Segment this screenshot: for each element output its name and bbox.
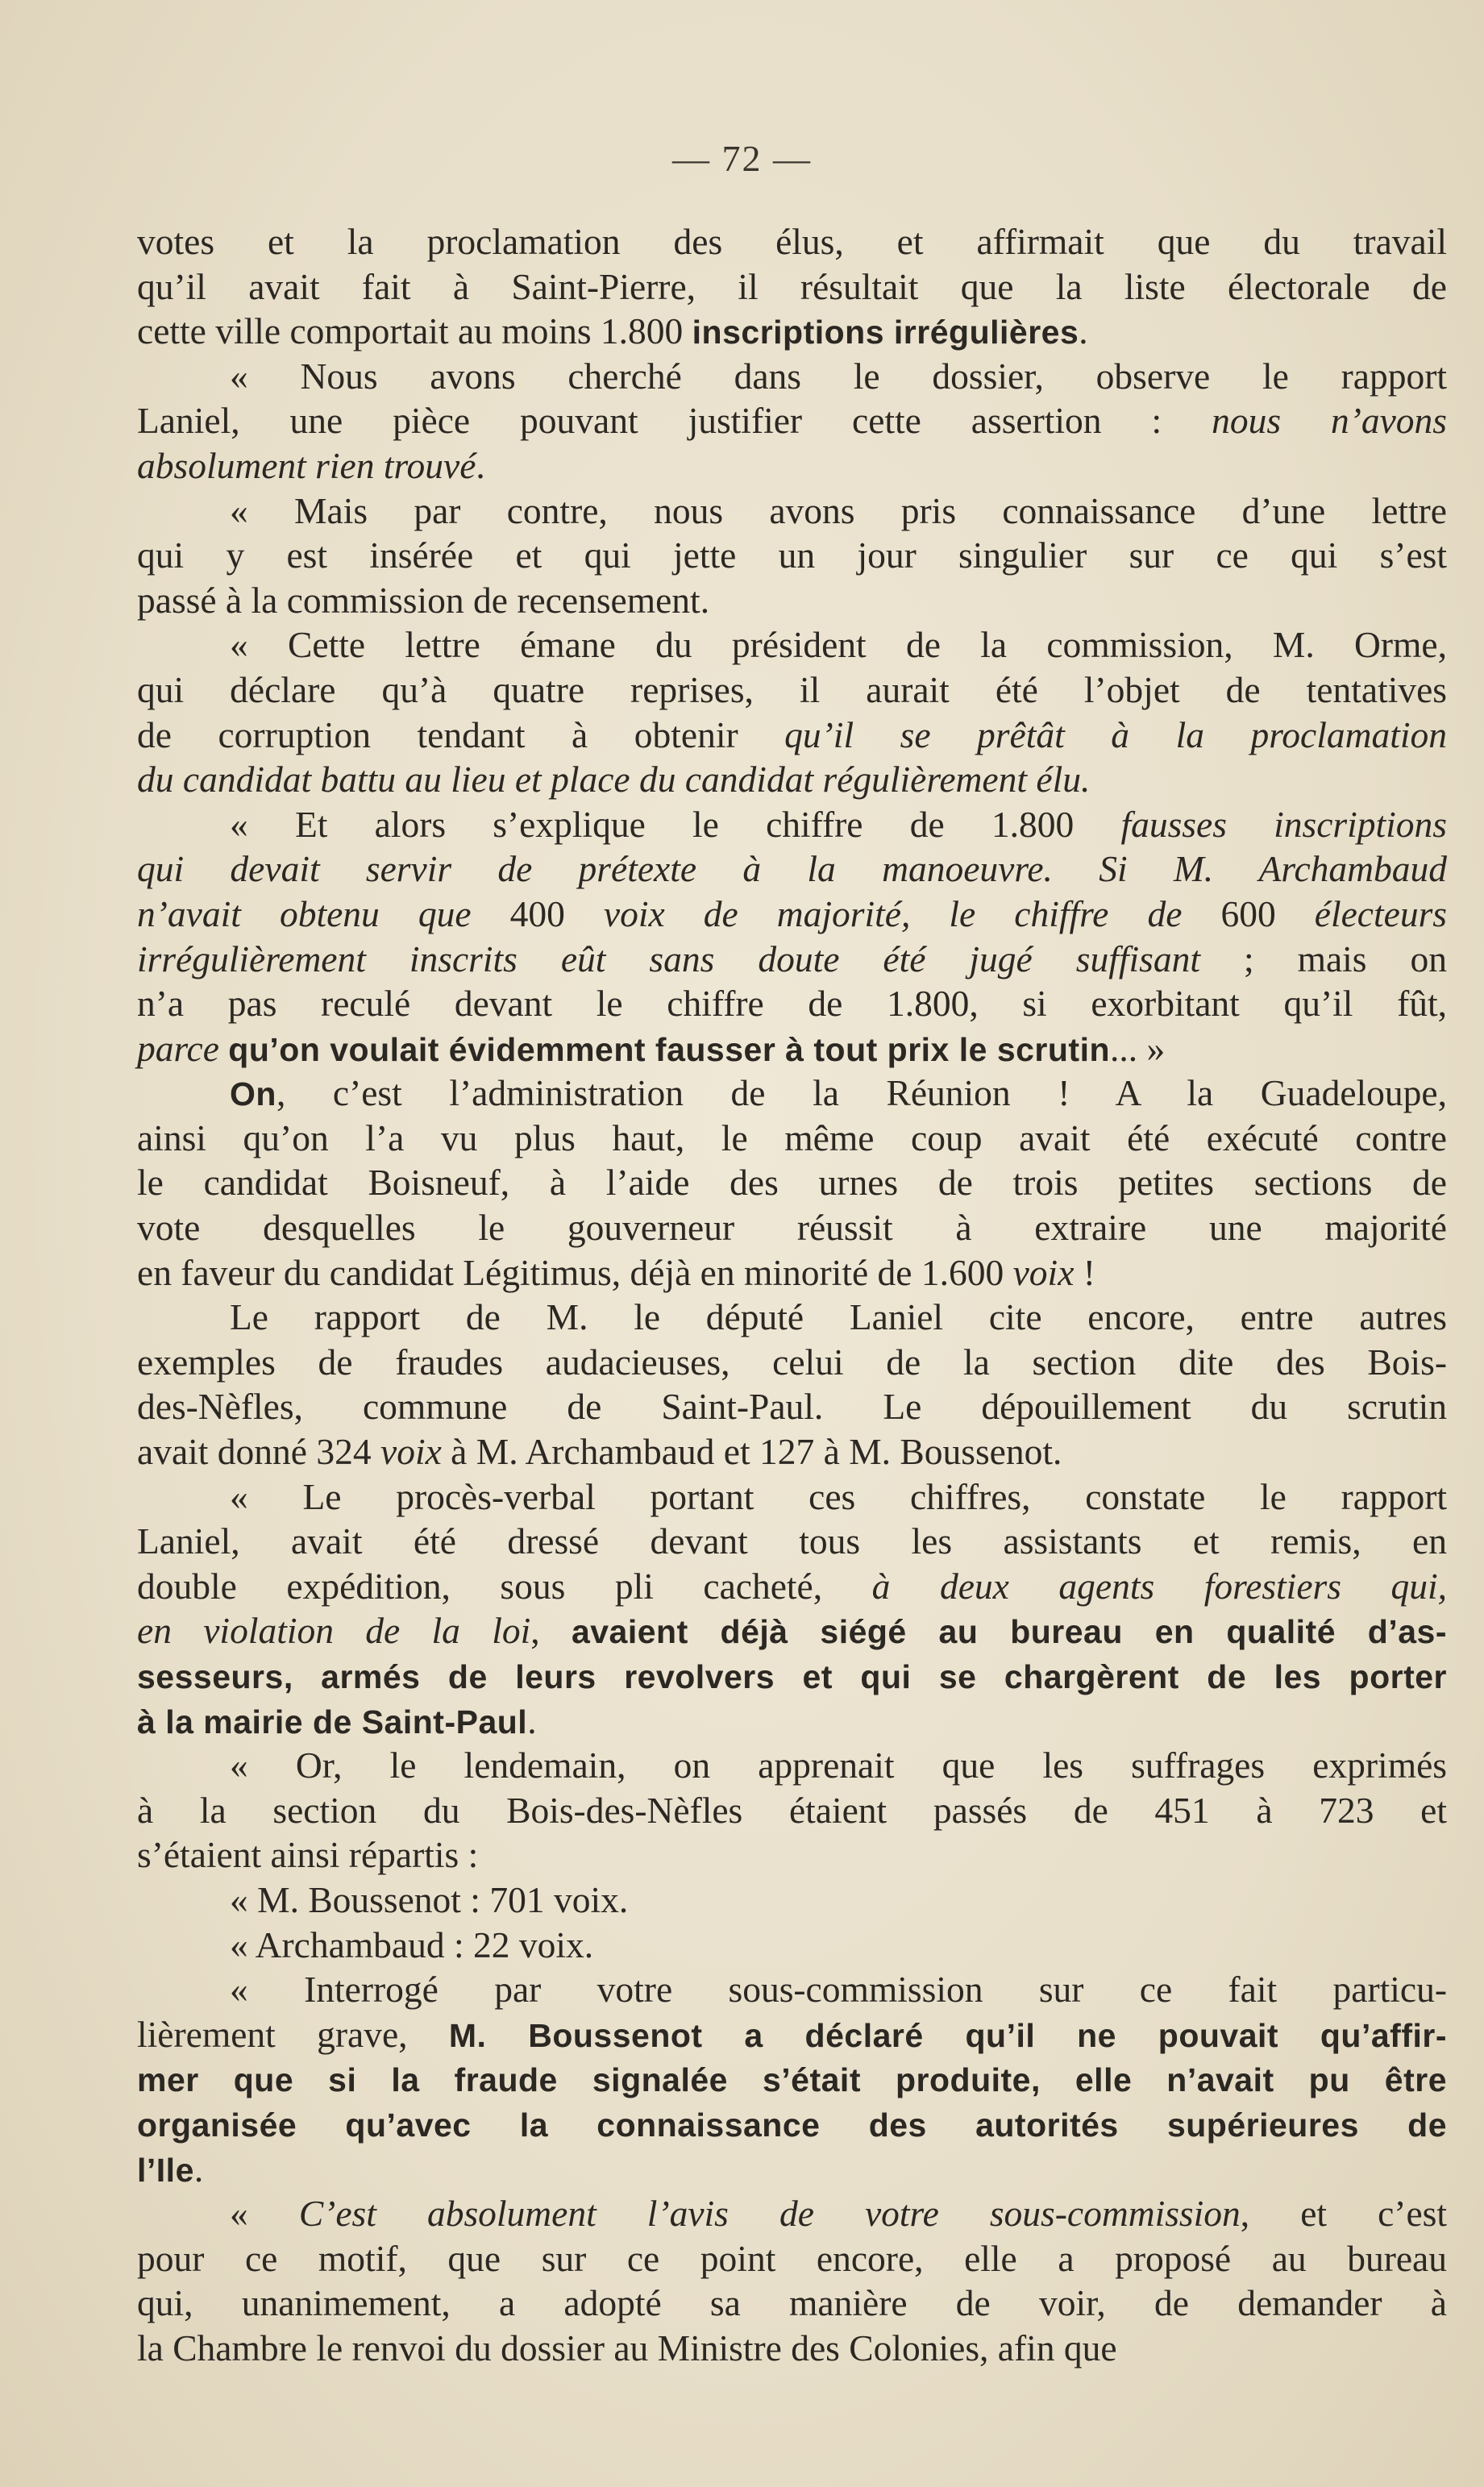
italic-run: n’avait obtenu que: [137, 892, 510, 934]
italic-run: parce: [137, 1027, 229, 1069]
italic-run: du candidat battu au lieu et place du candidat régulièrement élu.: [137, 759, 1091, 801]
text-run: avait donné 324: [137, 1431, 380, 1473]
text-run: ; mais on: [1199, 938, 1448, 979]
text-run: à M. Archambaud et 127 à M. Boussenot.: [441, 1431, 1062, 1473]
bold-run: mer que si la fraude signalée s’était produite, elle n’avait pu être: [137, 2061, 1447, 2099]
text-line: [137, 2057, 1447, 2102]
text-line: [137, 667, 1447, 713]
text-line: [137, 2281, 1447, 2326]
text-line: [137, 1923, 1447, 1968]
text-line: [137, 1071, 1447, 1116]
text-run: ainsi qu’on l’a vu plus haut, le même coup avait été exécuté contre: [137, 1117, 1447, 1158]
text-line: [137, 757, 1447, 802]
italic-run: nous n’avons: [1212, 400, 1448, 442]
text-line: [137, 981, 1447, 1026]
italic-run: fausses inscriptions: [1120, 803, 1448, 845]
text-run: Le rapport de M. le député Laniel cite encore, entre autres: [230, 1296, 1447, 1338]
italic-run: irrégulièrement inscrits eût sans doute été jugé suffisant: [137, 938, 1200, 979]
bold-run: l’Ile: [137, 2151, 194, 2189]
text-run: double expédition, sous pli cacheté,: [137, 1565, 872, 1607]
text-run: « Cette lettre émane du président de la commission, M. Orme,: [230, 624, 1447, 666]
bold-run: M. Boussenot a déclaré qu’il ne pouvait qu’affir-: [448, 2016, 1447, 2054]
text-line: [137, 398, 1447, 443]
italic-run: voix: [380, 1431, 442, 1473]
text-run: ,: [530, 1610, 572, 1652]
text-line: [137, 1295, 1447, 1340]
text-line: [137, 1474, 1447, 1520]
text-run: de corruption tendant à obtenir: [137, 713, 785, 755]
bold-run: organisée qu’avec la connaissance des autorités supérieures de: [137, 2106, 1447, 2144]
text-run: .: [193, 2148, 204, 2190]
text-line: [137, 2147, 1447, 2192]
italic-run: à deux agents forestiers qui,: [871, 1565, 1447, 1607]
page-number: — 72 —: [672, 138, 812, 179]
text-run: « M. Boussenot : 701 voix.: [230, 1878, 629, 1920]
text-line: [137, 1967, 1447, 2012]
bold-run: avaient déjà siégé au bureau en qualité d’as-: [571, 1613, 1447, 1651]
italic-run: C’est absolument l’avis de votre sous-commission: [298, 2193, 1241, 2235]
text-line: [137, 1564, 1447, 1609]
text-line: [137, 846, 1447, 892]
text-run: qui, unanimement, a adopté sa manière de voir, de demander à: [137, 2282, 1447, 2324]
italic-run: absolument rien trouvé: [137, 444, 476, 486]
text-run: passé à la commission de recensement.: [137, 579, 710, 621]
italic-run: électeurs: [1314, 892, 1447, 934]
body-text: [137, 219, 1447, 2371]
text-run: vote desquelles le gouverneur réussit à extraire une majorité: [137, 1207, 1447, 1249]
text-run: .: [1079, 310, 1088, 352]
text-run: .: [476, 444, 485, 486]
text-run: !: [1074, 1251, 1095, 1293]
text-run: «: [230, 2193, 299, 2235]
text-run: des-Nèfles, commune de Saint-Paul. Le dépouillement du scrutin: [137, 1386, 1447, 1428]
text-line: [137, 1832, 1447, 1878]
text-run: , et c’est: [1240, 2193, 1448, 2235]
text-line: [137, 578, 1447, 623]
text-run: pour ce motif, que sur ce point encore, elle a proposé au bureau: [137, 2237, 1447, 2279]
text-line: [137, 533, 1447, 578]
text-line: [137, 1160, 1447, 1205]
text-run: « Nous avons cherché dans le dossier, observe le rapport: [230, 355, 1447, 397]
text-line: [137, 1878, 1447, 1923]
text-line: [137, 1429, 1447, 1474]
italic-run: voix: [1012, 1251, 1075, 1293]
text-line: [137, 1026, 1447, 1071]
text-line: [137, 1250, 1447, 1295]
bold-run: sesseurs, armés de leurs revolvers et qui se chargèrent de les porter: [137, 1658, 1447, 1695]
text-line: [137, 1116, 1447, 1161]
text-run: « Et alors s’explique le chiffre de 1.800: [230, 803, 1121, 845]
text-line: [137, 2191, 1447, 2236]
text-line: [137, 802, 1447, 847]
text-line: [137, 1205, 1447, 1250]
bold-run: inscriptions irrégulières: [692, 314, 1079, 351]
italic-run: voix de majorité, le chiffre de: [603, 892, 1221, 934]
text-run: n’a pas reculé devant le chiffre de 1.800, si exorbitant qu’il fût,: [137, 983, 1447, 1025]
text-line: [137, 1340, 1447, 1385]
text-line: [137, 622, 1447, 667]
text-line: [137, 2236, 1447, 2281]
text-line: [137, 489, 1447, 534]
text-run: qui déclare qu’à quatre reprises, il aurait été l’objet de tentatives: [137, 668, 1447, 710]
text-run: ... »: [1110, 1027, 1166, 1069]
text-line: [137, 1384, 1447, 1429]
text-line: [137, 937, 1447, 982]
bold-run: qu’on voulait évidemment fausser à tout prix le scrutin: [228, 1030, 1111, 1068]
text-line: [137, 713, 1447, 758]
text-line: [137, 264, 1447, 310]
text-run: cette ville comportait au moins 1.800: [137, 310, 692, 352]
text-line: [137, 2102, 1447, 2147]
italic-run: qu’il se prêtât à la proclamation: [784, 713, 1447, 755]
text-line: [137, 443, 1447, 489]
text-run: , c’est l’administration de la Réunion ! A la Guadeloupe,: [276, 1072, 1447, 1114]
text-run: la Chambre le renvoi du dossier au Ministre des Colonies, afin que: [137, 2327, 1117, 2368]
text-run: qui y est insérée et qui jette un jour singulier sur ce qui s’est: [137, 534, 1447, 576]
text-run: Laniel, une pièce pouvant justifier cette assertion :: [137, 400, 1212, 442]
text-run: .: [527, 1699, 537, 1741]
text-run: en faveur du candidat Légitimus, déjà en minorité de 1.600: [137, 1251, 1013, 1293]
text-run: le candidat Boisneuf, à l’aide des urnes de trois petites sections de: [137, 1162, 1447, 1204]
text-line: [137, 892, 1447, 937]
text-run: à la section du Bois-des-Nèfles étaient passés de 451 à 723 et: [137, 1789, 1447, 1831]
text-run: « Archambaud : 22 voix.: [230, 1923, 594, 1965]
italic-run: qui devait servir de prétexte à la manoeuvre. Si M. Archambaud: [137, 848, 1447, 890]
text-run: lièrement grave,: [137, 2013, 449, 2055]
text-run: « Mais par contre, nous avons pris connaissance d’une lettre: [230, 489, 1447, 531]
italic-run: en violation de la loi: [137, 1610, 531, 1652]
text-line: [137, 354, 1447, 399]
text-line: [137, 1608, 1447, 1653]
text-line: [137, 1788, 1447, 1833]
text-line: [137, 2012, 1447, 2057]
text-run: « Or, le lendemain, on apprenait que les suffrages exprimés: [230, 1745, 1447, 1786]
text-line: [137, 2326, 1447, 2371]
text-line: [137, 1653, 1447, 1699]
text-line: [137, 309, 1447, 354]
text-line: [137, 1519, 1447, 1564]
bold-run: à la mairie de Saint-Paul: [137, 1703, 528, 1740]
text-run: « Interrogé par votre sous-commission sur ce fait particu-: [230, 1969, 1447, 2011]
text-run: 600: [1220, 892, 1315, 934]
text-run: exemples de fraudes audacieuses, celui de la section dite des Bois-: [137, 1341, 1447, 1383]
text-run: s’étaient ainsi répartis :: [137, 1834, 479, 1876]
bold-run: On: [230, 1075, 276, 1113]
text-line: [137, 219, 1447, 264]
text-run: Laniel, avait été dressé devant tous les assistants et remis, en: [137, 1520, 1447, 1562]
text-run: 400: [509, 892, 604, 934]
text-run: « Le procès-verbal portant ces chiffres, constate le rapport: [230, 1475, 1447, 1517]
text-run: votes et la proclamation des élus, et affirmait que du travail: [137, 221, 1447, 262]
text-line: [137, 1743, 1447, 1788]
text-run: qu’il avait fait à Saint-Pierre, il résultait que la liste électorale de: [137, 265, 1447, 307]
text-line: [137, 1699, 1447, 1744]
